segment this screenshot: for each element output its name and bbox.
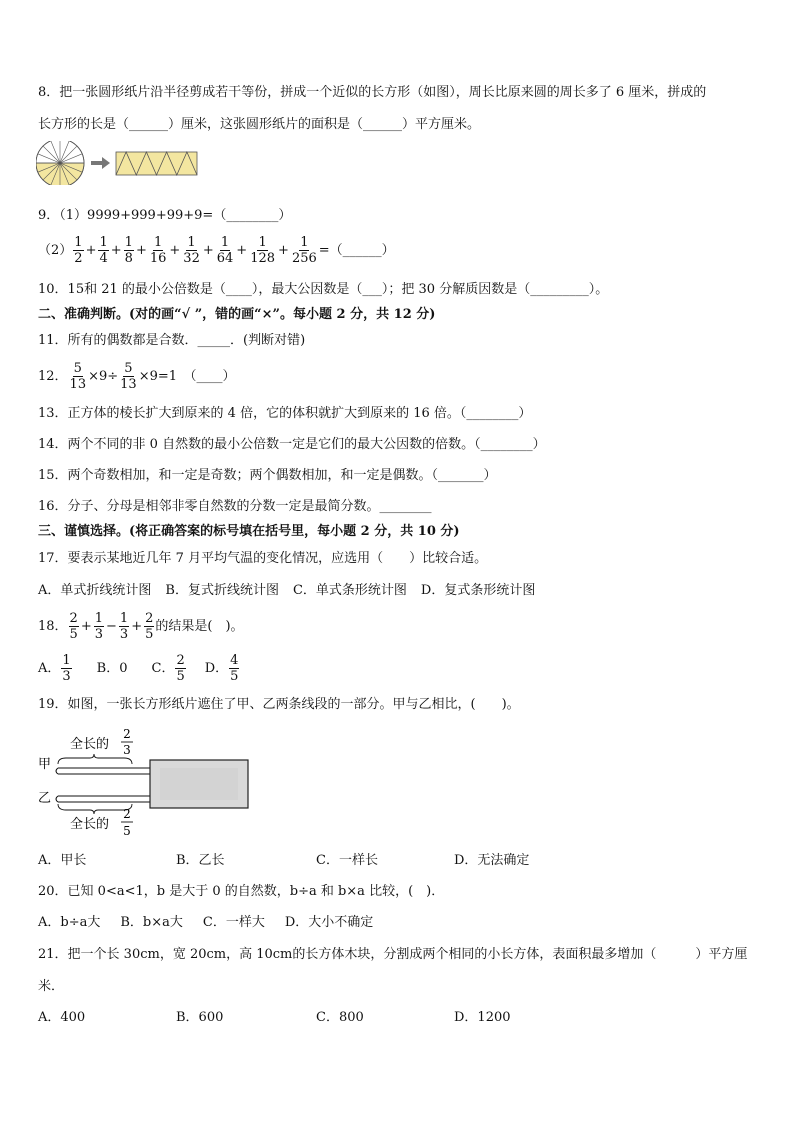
q21-line2: 米．	[38, 979, 65, 994]
q18-options	[38, 649, 240, 689]
q21-option-a: A．400	[38, 1010, 86, 1025]
q8-line1: 8．把一张圆形纸片沿半径剪成若干等份，拼成一个近似的长方形（如图），周长比原来圆的周长多了 6 厘米，拼成的	[38, 85, 707, 100]
q8-line2: 长方形的长是（______）厘米，这张圆形纸片的面积是（______）平方厘米。	[38, 117, 481, 132]
q12-label: 12．	[38, 369, 68, 384]
q20-stem: 20．已知 0<a<1，b 是大于 0 的自然数，b÷a 和 b×a 比较，( )．	[38, 884, 445, 899]
q11: 11．所有的偶数都是合数．_____．(判断对错)	[38, 333, 306, 348]
q13: 13．正方体的棱长扩大到原来的 4 倍，它的体积就扩大到原来的 16 倍。（________）	[38, 406, 532, 421]
q20-option-b: B．b×a大	[120, 915, 183, 930]
rectangle-zigzag-icon	[116, 152, 197, 175]
q19-stem: 19．如图，一张长方形纸片遮住了甲、乙两条线段的一部分。甲与乙相比，( )。	[38, 697, 520, 712]
q18-option-d: D． $\frac{4}{5}$	[204, 653, 239, 684]
plus-sign: +	[202, 243, 214, 258]
q21-option-b: B．600	[176, 1010, 224, 1025]
q9-fraction: $\frac{1}{128}$	[250, 235, 276, 266]
q21-option-c: C．800	[316, 1010, 364, 1025]
q18-fraction-4: $\frac{2}{5}$	[145, 611, 154, 642]
q17-option-d: D．复式条形统计图	[420, 583, 536, 598]
q19-top-label: 全长的	[70, 737, 110, 752]
plus-sign: +	[110, 243, 122, 258]
plus-sign: +	[169, 243, 181, 258]
plus-sign: +	[135, 243, 147, 258]
q15: 15．两个奇数相加，和一定是奇数；两个偶数相加，和一定是偶数。（_______）	[38, 468, 497, 483]
q20-option-d: D．大小不确定	[284, 915, 374, 930]
q19-option-d: D．无法确定	[454, 853, 530, 868]
q20-options	[38, 914, 373, 932]
q9-part2-label: （2）	[38, 243, 73, 258]
q9-fraction-sum	[72, 235, 318, 266]
q17-stem: 17．要表示某地近几年 7 月平均气温的变化情况，应选用（ ）比较合适。	[38, 551, 488, 566]
section3-heading: 三、谨慎选择。(将正确答案的标号填在括号里，每小题 2 分，共 10 分)	[38, 524, 460, 539]
q9-part1: 9．（1）9999+999+99+9=（________）	[38, 208, 292, 223]
q21-line1: 21．把一个长 30cm，宽 20cm，高 10cm的长方体木块，分割成两个相同的小长方体，表面积最多增加（ ）平方厘	[38, 947, 748, 962]
circle-sectors-icon	[36, 141, 84, 185]
q12-end: ×9=1 （____）	[138, 369, 236, 384]
plus-sign: +	[278, 243, 289, 258]
q12	[38, 357, 236, 397]
plus-sign: +	[85, 243, 97, 258]
q9-fraction: $\frac{1}{4}$	[99, 235, 108, 266]
q12-mid: ×9÷	[88, 369, 119, 384]
q18-label: 18．	[38, 619, 68, 634]
q19-option-c: C．一样长	[316, 853, 378, 868]
arrow-right-icon	[91, 157, 110, 169]
q19-top-frac-d: 3	[123, 743, 131, 757]
q9-part2	[38, 233, 395, 269]
q19-figure	[36, 724, 256, 842]
q18-stem	[38, 607, 244, 647]
q18-fraction-3: $\frac{1}{3}$	[119, 611, 129, 642]
q20-option-a: A．b÷a大	[38, 915, 101, 930]
q9-part2-end: =（______）	[318, 243, 395, 258]
q20-option-c: C．一样大	[202, 915, 265, 930]
q21-options	[38, 1009, 511, 1027]
q12-fraction-1: $\frac{5}{13}$	[69, 361, 87, 392]
q9-fraction: $\frac{1}{2}$	[74, 235, 83, 266]
q17-option-a: A．单式折线统计图	[38, 583, 152, 598]
q10: 10．15和 21 的最小公倍数是（____），最大公因数是（___）；把 30 分解质因数是（_________）。	[38, 282, 609, 297]
q12-fraction-2: $\frac{5}{13}$	[120, 361, 137, 392]
q9-fraction: $\frac{1}{16}$	[149, 235, 167, 266]
q9-fraction: $\frac{1}{256}$	[291, 235, 317, 266]
q18-fraction-1: $\frac{2}{5}$	[69, 611, 78, 642]
q18-end: 的结果是( )。	[155, 619, 244, 634]
q18-fraction-2: $\frac{1}{3}$	[94, 611, 104, 642]
q18-option-b: B．0	[96, 661, 128, 676]
q19-jia: 甲	[38, 757, 52, 772]
q9-fraction: $\frac{1}{32}$	[183, 235, 200, 266]
q18-option-a: A． $\frac{1}{3}$	[38, 653, 71, 684]
plus-sign: +	[236, 243, 248, 258]
q19-bottom-frac-n: 2	[123, 807, 131, 821]
q19-option-b: B．乙长	[176, 853, 225, 868]
section2-heading: 二、准确判断。(对的画“√ ”，错的画“×”。每小题 2 分，共 12 分)	[38, 307, 436, 322]
q17-option-b: B．复式折线统计图	[165, 583, 279, 598]
q21-option-d: D．1200	[454, 1010, 511, 1025]
q18-op1: +	[80, 619, 92, 634]
q19-options	[38, 852, 529, 870]
q14: 14．两个不同的非 0 自然数的最小公倍数一定是它们的最大公因数的倍数。（________）	[38, 437, 546, 452]
q17-options	[38, 582, 535, 600]
q18-op2: −	[106, 619, 117, 634]
q8-figure	[36, 141, 200, 185]
q19-option-a: A．甲长	[38, 853, 87, 868]
q18-option-c: C． $\frac{2}{5}$	[151, 653, 185, 684]
q9-fraction: $\frac{1}{64}$	[216, 235, 234, 266]
q9-fraction: $\frac{1}{8}$	[124, 235, 133, 266]
q16: 16．分子、分母是相邻非零自然数的分数一定是最简分数。________	[38, 499, 432, 514]
q19-yi: 乙	[38, 791, 52, 806]
q19-top-frac-n: 2	[123, 727, 131, 741]
q17-option-c: C．单式条形统计图	[292, 583, 407, 598]
q19-bottom-label: 全长的	[70, 817, 110, 832]
q19-bottom-frac-d: 5	[123, 824, 131, 838]
q18-op3: +	[131, 619, 143, 634]
